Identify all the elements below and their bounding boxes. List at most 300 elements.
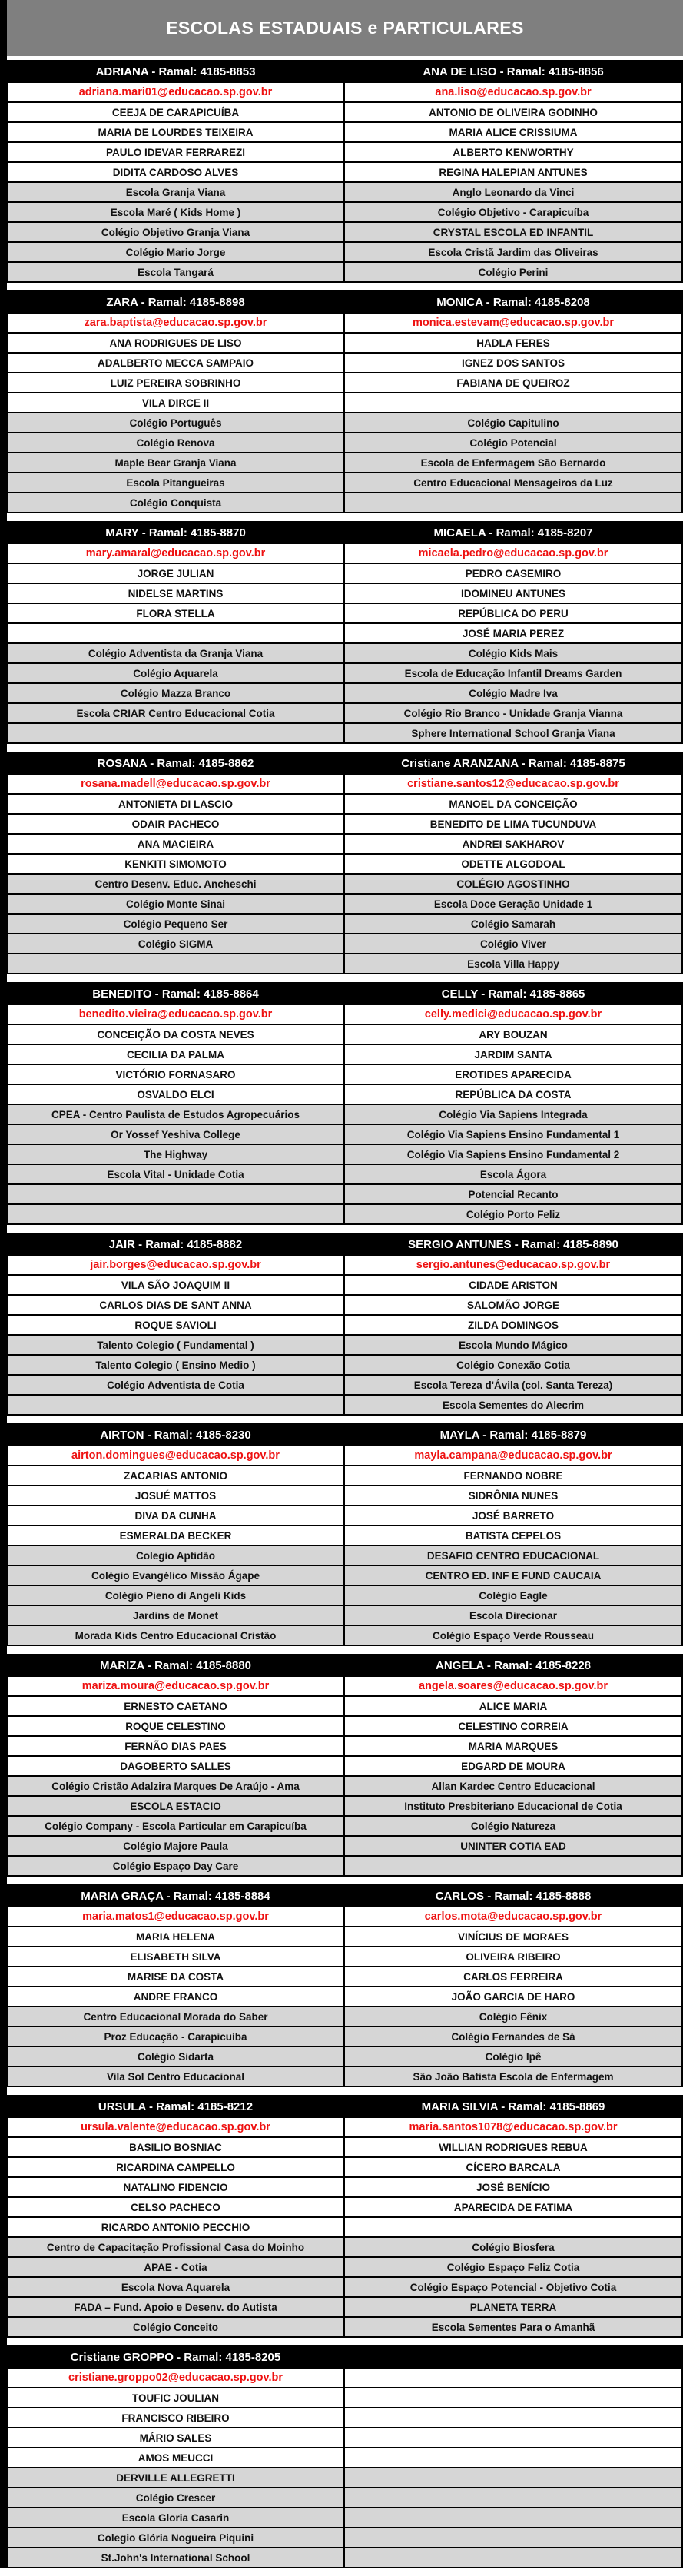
coordinator-header-left: JAIR - Ramal: 4185-8882 xyxy=(8,1234,345,1254)
private-school-cell: Colégio Company - Escola Particular em Carapicuíba xyxy=(8,1817,345,1835)
state-school-cell xyxy=(345,2428,681,2447)
table-row xyxy=(8,1203,681,1223)
state-school-cell: BASILIO BOSNIAC xyxy=(8,2138,345,2156)
private-school-cell: DERVILLE ALLEGRETTI xyxy=(8,2468,345,2487)
table-row xyxy=(8,432,681,452)
private-school-cell: Instituto Presbiteriano Educacional de Cotia xyxy=(345,1797,681,1815)
section-header-row xyxy=(8,1425,681,1445)
state-school-cell: ROQUE SAVIOLI xyxy=(8,1316,345,1334)
coordinator-email-right: monica.estevam@educacao.sp.gov.br xyxy=(345,314,681,332)
state-school-cell: ERNESTO CAETANO xyxy=(8,1697,345,1715)
private-school-cell xyxy=(8,724,345,742)
contact-section xyxy=(7,521,683,744)
table-row xyxy=(8,2487,681,2507)
coordinator-header-left: ZARA - Ramal: 4185-8898 xyxy=(8,292,345,312)
private-school-cell: Escola Gloria Casarin xyxy=(8,2508,345,2527)
state-school-cell: JOSÉ MARIA PEREZ xyxy=(345,624,681,642)
state-school-cell: OSVALDO ELCI xyxy=(8,1085,345,1104)
contact-section xyxy=(7,290,683,513)
state-school-cell: JORGE JULIAN xyxy=(8,564,345,583)
page-left-border xyxy=(0,0,7,2568)
table-row xyxy=(8,603,681,622)
table-row xyxy=(8,2136,681,2156)
state-school-cell: CECILIA DA PALMA xyxy=(8,1045,345,1064)
private-school-cell: Escola Mundo Mágico xyxy=(345,1336,681,1354)
state-school-cell: ELISABETH SILVA xyxy=(8,1947,345,1966)
table-row xyxy=(8,1064,681,1084)
state-school-cell: ODAIR PACHECO xyxy=(8,815,345,833)
table-row xyxy=(8,352,681,372)
private-school-cell: FADA – Fund. Apoio e Desenv. do Autista xyxy=(8,2298,345,2316)
table-row xyxy=(8,2276,681,2296)
section-header-row xyxy=(8,1234,681,1254)
private-school-cell xyxy=(8,1205,345,1223)
private-school-cell: Colégio Objetivo - Carapicuíba xyxy=(345,203,681,221)
state-school-cell: ANTONIO DE OLIVEIRA GODINHO xyxy=(345,103,681,121)
email-row xyxy=(8,543,681,563)
private-school-cell: Maple Bear Granja Viana xyxy=(8,453,345,472)
contact-section xyxy=(7,60,683,283)
private-school-cell: CENTRO ED. INF E FUND CAUCAIA xyxy=(345,1566,681,1585)
private-school-cell: Colégio Monte Sinai xyxy=(8,895,345,913)
private-school-cell: Escola CRIAR Centro Educacional Cotia xyxy=(8,704,345,722)
private-school-cell xyxy=(8,1396,345,1414)
private-school-cell: CPEA - Centro Paulista de Estudos Agropecuários xyxy=(8,1105,345,1124)
private-school-cell: Colégio Ipê xyxy=(345,2047,681,2066)
table-row xyxy=(8,141,681,161)
coordinator-header-right: CARLOS - Ramal: 4185-8888 xyxy=(435,1889,592,1903)
state-school-cell: DIDITA CARDOSO ALVES xyxy=(8,163,345,181)
private-school-cell xyxy=(345,2508,681,2527)
table-row xyxy=(8,1926,681,1946)
private-school-cell: Colégio Mario Jorge xyxy=(8,243,345,261)
private-school-cell: Colégio Espaço Potencial - Objetivo Cotia xyxy=(345,2278,681,2296)
table-row xyxy=(8,472,681,492)
coordinator-header-left: ADRIANA - Ramal: 4185-8853 xyxy=(8,61,345,81)
coordinator-email-left: mariza.moura@educacao.sp.gov.br xyxy=(8,1677,345,1695)
private-school-cell: Colégio Mazza Branco xyxy=(8,684,345,702)
coordinator-header-right: MARIA SILVIA - Ramal: 4185-8869 xyxy=(421,2100,605,2113)
coordinator-email-left: rosana.madell@educacao.sp.gov.br xyxy=(8,775,345,793)
state-school-cell: IGNEZ DOS SANTOS xyxy=(345,354,681,372)
private-school-cell: Colégio Crescer xyxy=(8,2488,345,2507)
coordinator-email-right: angela.soares@educacao.sp.gov.br xyxy=(345,1677,681,1695)
private-school-cell: Escola Villa Happy xyxy=(345,954,681,973)
private-school-cell: Centro Desenv. Educ. Ancheschi xyxy=(8,875,345,893)
state-school-cell: SIDRÔNIA NUNES xyxy=(345,1486,681,1505)
table-row xyxy=(8,873,681,893)
section-header-row xyxy=(8,1655,681,1675)
coordinator-email-left: ursula.valente@educacao.sp.gov.br xyxy=(8,2118,345,2136)
state-school-cell: DIVA DA CUNHA xyxy=(8,1506,345,1525)
sections-container xyxy=(7,60,683,2568)
state-school-cell: VINÍCIUS DE MORAES xyxy=(345,1927,681,1946)
table-row xyxy=(8,1394,681,1414)
contact-section xyxy=(7,982,683,1225)
contact-section xyxy=(7,2345,683,2568)
private-school-cell: Colégio Pequeno Ser xyxy=(8,915,345,933)
coordinator-header-left: MARY - Ramal: 4185-8870 xyxy=(8,523,345,543)
section-header-row xyxy=(8,1886,681,1906)
private-school-cell: Escola Vital - Unidade Cotia xyxy=(8,1165,345,1183)
private-school-cell: Colégio Samarah xyxy=(345,915,681,933)
coordinator-email-right: cristiane.santos12@educacao.sp.gov.br xyxy=(345,775,681,793)
state-school-cell: TOUFIC JOULIAN xyxy=(8,2388,345,2407)
table-row xyxy=(8,1855,681,1875)
table-row xyxy=(8,1835,681,1855)
section-header-row xyxy=(8,984,681,1004)
state-school-cell: ALBERTO KENWORTHY xyxy=(345,143,681,161)
state-school-cell: CARLOS FERREIRA xyxy=(345,1967,681,1986)
state-school-cell: JOSÉ BARRETO xyxy=(345,1506,681,1525)
coordinator-header-right: SERGIO ANTUNES - Ramal: 4185-8890 xyxy=(408,1237,618,1251)
section-header-row xyxy=(8,2347,681,2367)
contact-section xyxy=(7,1654,683,1877)
table-row xyxy=(8,1314,681,1334)
section-header-row xyxy=(8,753,681,773)
private-school-cell: Colégio Via Sapiens Integrada xyxy=(345,1105,681,1124)
private-school-cell: Escola de Enfermagem São Bernardo xyxy=(345,453,681,472)
state-school-cell: ALICE MARIA xyxy=(345,1697,681,1715)
table-row xyxy=(8,1986,681,2006)
state-school-cell: MARISE DA COSTA xyxy=(8,1967,345,1986)
email-row xyxy=(8,81,681,101)
private-school-cell: Anglo Leonardo da Vinci xyxy=(345,183,681,201)
table-row xyxy=(8,2507,681,2527)
private-school-cell xyxy=(345,2528,681,2547)
state-school-cell: WILLIAN RODRIGUES REBUA xyxy=(345,2138,681,2156)
contact-section xyxy=(7,1884,683,2087)
email-row xyxy=(8,1445,681,1465)
private-school-cell: Colégio Majore Paula xyxy=(8,1837,345,1855)
table-row xyxy=(8,853,681,873)
table-row xyxy=(8,1084,681,1104)
state-school-cell: JOSUÉ MATTOS xyxy=(8,1486,345,1505)
private-school-cell: Or Yossef Yeshiva College xyxy=(8,1125,345,1144)
table-row xyxy=(8,372,681,392)
private-school-cell: Potencial Recanto xyxy=(345,1185,681,1203)
table-row xyxy=(8,1625,681,1645)
state-school-cell: CONCEIÇÃO DA COSTA NEVES xyxy=(8,1025,345,1044)
state-school-cell: CELSO PACHECO xyxy=(8,2198,345,2216)
private-school-cell: Colégio Conexão Cotia xyxy=(345,1356,681,1374)
state-school-cell xyxy=(345,2218,681,2236)
private-school-cell: Colégio Renova xyxy=(8,433,345,452)
table-row xyxy=(8,1485,681,1505)
coordinator-email-left: maria.matos1@educacao.sp.gov.br xyxy=(8,1907,345,1926)
table-row xyxy=(8,181,681,201)
private-school-cell: COLÉGIO AGOSTINHO xyxy=(345,875,681,893)
table-row xyxy=(8,793,681,813)
section-header-row xyxy=(8,292,681,312)
table-row xyxy=(8,101,681,121)
table-row xyxy=(8,2196,681,2216)
coordinator-email-right: sergio.antunes@educacao.sp.gov.br xyxy=(345,1256,681,1274)
table-row xyxy=(8,1183,681,1203)
state-school-cell: MARIA ALICE CRISSIUMA xyxy=(345,123,681,141)
state-school-cell: ANTONIETA DI LASCIO xyxy=(8,795,345,813)
table-row xyxy=(8,2316,681,2336)
private-school-cell: APAE - Cotia xyxy=(8,2258,345,2276)
state-school-cell: RICARDINA CAMPELLO xyxy=(8,2158,345,2176)
state-school-cell: KENKITI SIMOMOTO xyxy=(8,855,345,873)
table-row xyxy=(8,662,681,682)
private-school-cell: Escola Granja Viana xyxy=(8,183,345,201)
state-school-cell: ANDRE FRANCO xyxy=(8,1987,345,2006)
table-row xyxy=(8,2296,681,2316)
contact-section xyxy=(7,1233,683,1416)
private-school-cell: Escola Sementes Para o Amanhã xyxy=(345,2318,681,2336)
private-school-cell: Colégio Evangélico Missão Ágape xyxy=(8,1566,345,1585)
private-school-cell: Colegio Glória Nogueira Piquini xyxy=(8,2528,345,2547)
table-row xyxy=(8,1144,681,1164)
table-row xyxy=(8,1735,681,1755)
state-school-cell: MÁRIO SALES xyxy=(8,2428,345,2447)
state-school-cell: ROQUE CELESTINO xyxy=(8,1717,345,1735)
private-school-cell: UNINTER COTIA EAD xyxy=(345,1837,681,1855)
state-school-cell: EDGARD DE MOURA xyxy=(345,1757,681,1775)
table-row xyxy=(8,1354,681,1374)
private-school-cell: Escola Ágora xyxy=(345,1165,681,1183)
state-school-cell: ANDREI SAKHAROV xyxy=(345,835,681,853)
private-school-cell: Colégio Objetivo Granja Viana xyxy=(8,223,345,241)
private-school-cell: Colégio Potencial xyxy=(345,433,681,452)
table-row xyxy=(8,1505,681,1525)
table-row xyxy=(8,1274,681,1294)
private-school-cell: Escola Cristã Jardim das Oliveiras xyxy=(345,243,681,261)
state-school-cell: HADLA FERES xyxy=(345,334,681,352)
private-school-cell: Centro de Capacitação Profissional Casa do Moinho xyxy=(8,2238,345,2256)
private-school-cell: Talento Colegio ( Ensino Medio ) xyxy=(8,1356,345,1374)
table-row xyxy=(8,583,681,603)
coordinator-email-right: mayla.campana@educacao.sp.gov.br xyxy=(345,1446,681,1465)
private-school-cell: Centro Educacional Mensageiros da Luz xyxy=(345,473,681,492)
private-school-cell: Proz Educação - Carapicuíba xyxy=(8,2027,345,2046)
table-row xyxy=(8,2026,681,2046)
state-school-cell: NATALINO FIDENCIO xyxy=(8,2178,345,2196)
private-school-cell: Colégio Via Sapiens Ensino Fundamental 1 xyxy=(345,1125,681,1144)
state-school-cell: ESMERALDA BECKER xyxy=(8,1526,345,1545)
table-row xyxy=(8,953,681,973)
coordinator-email-left: zara.baptista@educacao.sp.gov.br xyxy=(8,314,345,332)
contact-section xyxy=(7,2095,683,2338)
private-school-cell: Colégio Espaço Feliz Cotia xyxy=(345,2258,681,2276)
private-school-cell: Colégio Conceito xyxy=(8,2318,345,2336)
coordinator-email-left: jair.borges@educacao.sp.gov.br xyxy=(8,1256,345,1274)
table-row xyxy=(8,1525,681,1545)
table-row xyxy=(8,2447,681,2467)
coordinator-email-right: maria.santos1078@educacao.sp.gov.br xyxy=(345,2118,681,2136)
state-school-cell: NIDELSE MARTINS xyxy=(8,584,345,603)
private-school-cell: Escola Maré ( Kids Home ) xyxy=(8,203,345,221)
table-row xyxy=(8,1605,681,1625)
contact-section xyxy=(7,1423,683,1646)
state-school-cell: ARY BOUZAN xyxy=(345,1025,681,1044)
state-school-cell: CEEJA DE CARAPICUÍBA xyxy=(8,103,345,121)
table-row xyxy=(8,241,681,261)
private-school-cell: Allan Kardec Centro Educacional xyxy=(345,1777,681,1795)
table-row xyxy=(8,1374,681,1394)
private-school-cell: Escola de Educação Infantil Dreams Garden xyxy=(345,664,681,682)
table-row xyxy=(8,2547,681,2567)
state-school-cell: VILA DIRCE II xyxy=(8,393,345,412)
state-school-cell: PAULO IDEVAR FERRAREZI xyxy=(8,143,345,161)
coordinator-header-left: MARIA GRAÇA - Ramal: 4185-8884 xyxy=(8,1886,345,1906)
coordinator-email-left: adriana.mari01@educacao.sp.gov.br xyxy=(8,83,345,101)
private-school-cell xyxy=(8,954,345,973)
state-school-cell: FRANCISCO RIBEIRO xyxy=(8,2408,345,2427)
state-school-cell: VILA SÃO JOAQUIM II xyxy=(8,1276,345,1294)
table-row xyxy=(8,622,681,642)
table-row xyxy=(8,1164,681,1183)
private-school-cell: Colégio Português xyxy=(8,413,345,432)
private-school-cell: Colégio Natureza xyxy=(345,1817,681,1835)
state-school-cell: FERNÃO DIAS PAES xyxy=(8,1737,345,1755)
table-row xyxy=(8,1946,681,1966)
table-row xyxy=(8,1695,681,1715)
table-row xyxy=(8,1104,681,1124)
private-school-cell: Colegio Aptidão xyxy=(8,1546,345,1565)
coordinator-header-left: BENEDITO - Ramal: 4185-8864 xyxy=(8,984,345,1004)
table-row xyxy=(8,261,681,281)
table-row xyxy=(8,2407,681,2427)
state-school-cell: MARIA MARQUES xyxy=(345,1737,681,1755)
state-school-cell: APARECIDA DE FATIMA xyxy=(345,2198,681,2216)
table-row xyxy=(8,1294,681,1314)
state-school-cell: VICTÓRIO FORNASARO xyxy=(8,1065,345,1084)
state-school-cell: DAGOBERTO SALLES xyxy=(8,1757,345,1775)
state-school-cell: OLIVEIRA RIBEIRO xyxy=(345,1947,681,1966)
coordinator-email-right: carlos.mota@educacao.sp.gov.br xyxy=(345,1907,681,1926)
table-row xyxy=(8,221,681,241)
table-row xyxy=(8,1565,681,1585)
table-row xyxy=(8,2256,681,2276)
table-row xyxy=(8,201,681,221)
state-school-cell: CELESTINO CORREIA xyxy=(345,1717,681,1735)
table-row xyxy=(8,1024,681,1044)
private-school-cell: Colégio SIGMA xyxy=(8,934,345,953)
private-school-cell xyxy=(8,1185,345,1203)
table-row xyxy=(8,833,681,853)
private-school-cell: Colégio Conquista xyxy=(8,493,345,512)
section-header-row xyxy=(8,2096,681,2116)
table-row xyxy=(8,2236,681,2256)
state-school-cell: ZILDA DOMINGOS xyxy=(345,1316,681,1334)
state-school-cell: CIDADE ARISTON xyxy=(345,1276,681,1294)
state-school-cell: CÍCERO BARCALA xyxy=(345,2158,681,2176)
table-row xyxy=(8,161,681,181)
private-school-cell: Centro Educacional Morada do Saber xyxy=(8,2007,345,2026)
table-row xyxy=(8,392,681,412)
private-school-cell: Colégio Kids Mais xyxy=(345,644,681,662)
private-school-cell: Morada Kids Centro Educacional Cristão xyxy=(8,1626,345,1645)
table-row xyxy=(8,1124,681,1144)
state-school-cell: JARDIM SANTA xyxy=(345,1045,681,1064)
table-row xyxy=(8,2156,681,2176)
private-school-cell: CRYSTAL ESCOLA ED INFANTIL xyxy=(345,223,681,241)
private-school-cell: DESAFIO CENTRO EDUCACIONAL xyxy=(345,1546,681,1565)
coordinator-email-right xyxy=(345,2369,681,2387)
private-school-cell: Colégio Espaço Verde Rousseau xyxy=(345,1626,681,1645)
private-school-cell: ESCOLA ESTACIO xyxy=(8,1797,345,1815)
private-school-cell: Colégio Capitulino xyxy=(345,413,681,432)
coordinator-header-right: CELLY - Ramal: 4185-8865 xyxy=(441,987,585,1001)
table-row xyxy=(8,2467,681,2487)
coordinator-header-right: ANA DE LISO - Ramal: 4185-8856 xyxy=(423,65,604,78)
private-school-cell: Colégio Viver xyxy=(345,934,681,953)
coordinator-header-right: MONICA - Ramal: 4185-8208 xyxy=(436,295,590,309)
private-school-cell: Escola Direcionar xyxy=(345,1606,681,1625)
section-header-row xyxy=(8,61,681,81)
table-row xyxy=(8,1755,681,1775)
table-row xyxy=(8,1775,681,1795)
private-school-cell: Colégio Sidarta xyxy=(8,2047,345,2066)
coordinator-email-left: cristiane.groppo02@educacao.sp.gov.br xyxy=(8,2369,345,2387)
coordinator-header-right: ANGELA - Ramal: 4185-8228 xyxy=(435,1658,592,1672)
private-school-cell xyxy=(345,2468,681,2487)
private-school-cell: Escola Tangará xyxy=(8,263,345,281)
private-school-cell: Colégio Madre Iva xyxy=(345,684,681,702)
coordinator-email-right: micaela.pedro@educacao.sp.gov.br xyxy=(345,544,681,563)
table-row xyxy=(8,2216,681,2236)
table-row xyxy=(8,1815,681,1835)
private-school-cell xyxy=(345,2548,681,2567)
private-school-cell: Jardins de Monet xyxy=(8,1606,345,1625)
private-school-cell: Colégio Rio Branco - Unidade Granja Vianna xyxy=(345,704,681,722)
table-row xyxy=(8,2046,681,2066)
coordinator-header-right: MICAELA - Ramal: 4185-8207 xyxy=(433,526,593,539)
state-school-cell xyxy=(345,393,681,412)
table-row xyxy=(8,1715,681,1735)
private-school-cell: Colégio Porto Feliz xyxy=(345,1205,681,1223)
coordinator-email-left: mary.amaral@educacao.sp.gov.br xyxy=(8,544,345,563)
table-row xyxy=(8,2176,681,2196)
private-school-cell: Sphere International School Granja Viana xyxy=(345,724,681,742)
private-school-cell: Colégio Perini xyxy=(345,263,681,281)
state-school-cell: JOSÉ BENÍCIO xyxy=(345,2178,681,2196)
coordinator-header-left: Cristiane GROPPO - Ramal: 4185-8205 xyxy=(8,2347,345,2367)
private-school-cell xyxy=(345,2488,681,2507)
table-row xyxy=(8,452,681,472)
private-school-cell: Colégio Espaço Day Care xyxy=(8,1857,345,1875)
state-school-cell: REGINA HALEPIAN ANTUNES xyxy=(345,163,681,181)
private-school-cell: Colégio Aquarela xyxy=(8,664,345,682)
state-school-cell: REPÚBLICA DA COSTA xyxy=(345,1085,681,1104)
table-row xyxy=(8,2387,681,2407)
coordinator-header-right: MAYLA - Ramal: 4185-8879 xyxy=(439,1428,587,1442)
state-school-cell xyxy=(345,2408,681,2427)
coordinator-header-left: URSULA - Ramal: 4185-8212 xyxy=(8,2096,345,2116)
private-school-cell: Colégio Fernandes de Sá xyxy=(345,2027,681,2046)
private-school-cell: The Highway xyxy=(8,1145,345,1164)
coordinator-email-left: airton.domingues@educacao.sp.gov.br xyxy=(8,1446,345,1465)
table-row xyxy=(8,893,681,913)
private-school-cell: Colégio Cristão Adalzira Marques De Araújo - Ama xyxy=(8,1777,345,1795)
table-row xyxy=(8,1044,681,1064)
private-school-cell: Colégio Fênix xyxy=(345,2007,681,2026)
table-row xyxy=(8,722,681,742)
table-row xyxy=(8,813,681,833)
state-school-cell: ANA RODRIGUES DE LISO xyxy=(8,334,345,352)
private-school-cell xyxy=(345,1857,681,1875)
table-row xyxy=(8,682,681,702)
private-school-cell: São João Batista Escola de Enfermagem xyxy=(345,2067,681,2086)
state-school-cell: LUIZ PEREIRA SOBRINHO xyxy=(8,373,345,392)
state-school-cell: CARLOS DIAS DE SANT ANNA xyxy=(8,1296,345,1314)
private-school-cell: Colégio Via Sapiens Ensino Fundamental 2 xyxy=(345,1145,681,1164)
table-row xyxy=(8,1545,681,1565)
state-school-cell: RICARDO ANTONIO PECCHIO xyxy=(8,2218,345,2236)
